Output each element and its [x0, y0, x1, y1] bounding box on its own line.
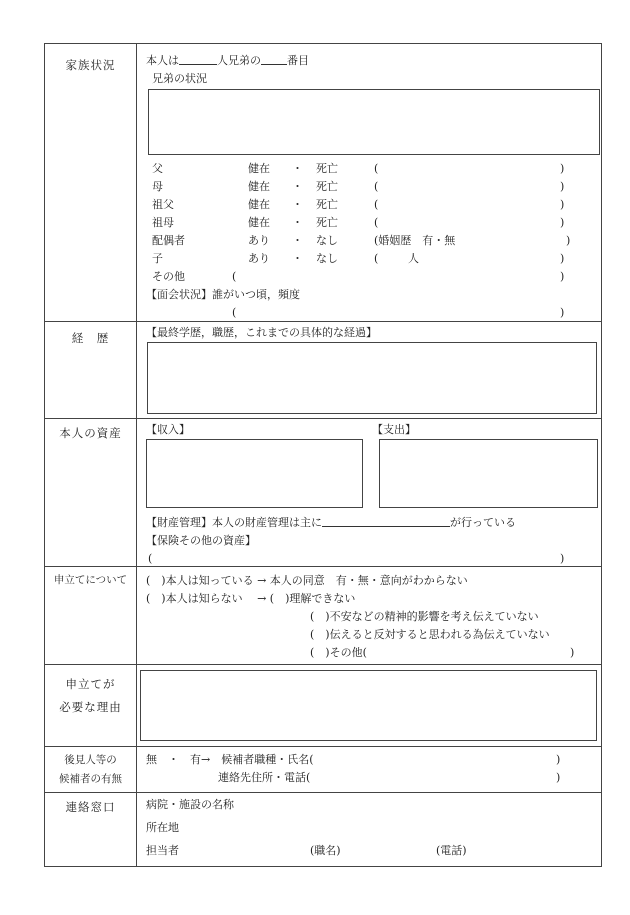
member-row-child: 子 あり ・ なし ( 人 ) [152, 252, 565, 265]
assets-label: 本人の資産 [45, 419, 137, 566]
member-row-grandfather: 祖父 健在 ・ 死亡 ( ) [152, 198, 565, 211]
facility-name[interactable]: 病院・施設の名称 [146, 798, 234, 811]
reason-content [137, 665, 601, 746]
member-row-grandmother: 祖母 健在 ・ 死亡 ( ) [152, 216, 565, 229]
expense-box[interactable] [379, 439, 598, 508]
contact-row [45, 792, 601, 866]
asset-manager-field[interactable] [322, 514, 450, 527]
petition-row [45, 566, 601, 664]
facility-address[interactable]: 所在地 [146, 821, 179, 834]
history-content [137, 322, 603, 418]
family-row [45, 44, 601, 321]
assets-row [45, 418, 601, 566]
reason-box[interactable] [140, 670, 597, 741]
guardian-line-1[interactable]: 無 ・ 有→ 候補者職種・氏名( ) [146, 753, 561, 766]
contact-content [137, 793, 601, 866]
petition-line-1[interactable]: ( )本人は知っている → 本人の同意 有・無・意向がわからない [146, 574, 468, 587]
guardian-row [45, 746, 601, 792]
assets-headings: 【収入】 【支出】 [146, 423, 416, 436]
member-row-spouse: 配偶者 あり ・ なし (婚姻歴 有・無 ) [152, 234, 571, 247]
guardian-content [137, 747, 601, 792]
guardian-line-2[interactable]: 連絡先住所・電話( ) [218, 771, 561, 784]
income-box[interactable] [146, 439, 363, 508]
family-label: 家族状況 [45, 44, 137, 321]
reason-row [45, 664, 601, 746]
sibling-order-field[interactable] [261, 52, 287, 65]
assets-boxes [146, 439, 595, 509]
petition-content [137, 567, 601, 664]
member-row-mother: 母 健在 ・ 死亡 ( ) [152, 180, 565, 193]
petition-line-3[interactable]: ( )不安などの精神的影響を考え伝えていない [310, 610, 539, 623]
visit-status-label: 【面会状況】誰がいつ頃，頻度 [146, 288, 300, 301]
contact-label: 連絡窓口 [45, 793, 137, 866]
insurance-paren: ( ) [148, 552, 565, 565]
siblings-status-label: 兄弟の状況 [152, 72, 207, 85]
siblings-line: 本人は 人兄弟の 番目 [146, 54, 309, 67]
siblings-count-field[interactable] [179, 52, 217, 65]
family-members [146, 160, 600, 286]
application-form [44, 43, 602, 867]
petition-line-4[interactable]: ( )伝えると反対すると思われる為伝えていない [310, 628, 550, 641]
insurance-label: 【保険その他の資産】 [146, 534, 256, 547]
siblings-status-box[interactable] [148, 89, 600, 155]
family-content [137, 44, 606, 321]
history-row [45, 321, 601, 418]
contact-person-line[interactable]: 担当者 (職名) (電話) [146, 844, 467, 857]
guardian-label: 後見人等の 候補者の有無 [45, 747, 137, 792]
petition-line-2[interactable]: ( )本人は知らない → ( )理解できない [146, 592, 356, 605]
visit-status-paren: ( ) [232, 306, 565, 319]
assets-content [137, 419, 601, 566]
petition-label: 申立てについて [45, 567, 137, 664]
member-row-other: その他 ( ) [152, 270, 565, 283]
petition-line-5[interactable]: ( )その他( ) [310, 646, 575, 659]
history-box[interactable] [147, 342, 597, 414]
history-heading: 【最終学歴，職歴，これまでの具体的な経過】 [146, 326, 377, 339]
history-label: 経 歴 [45, 322, 137, 418]
member-row-father: 父 健在 ・ 死亡 ( ) [152, 162, 565, 175]
reason-label: 申立てが 必要な理由 [45, 665, 137, 746]
asset-management-line: 【財産管理】本人の財産管理は主に が行っている [146, 516, 516, 529]
